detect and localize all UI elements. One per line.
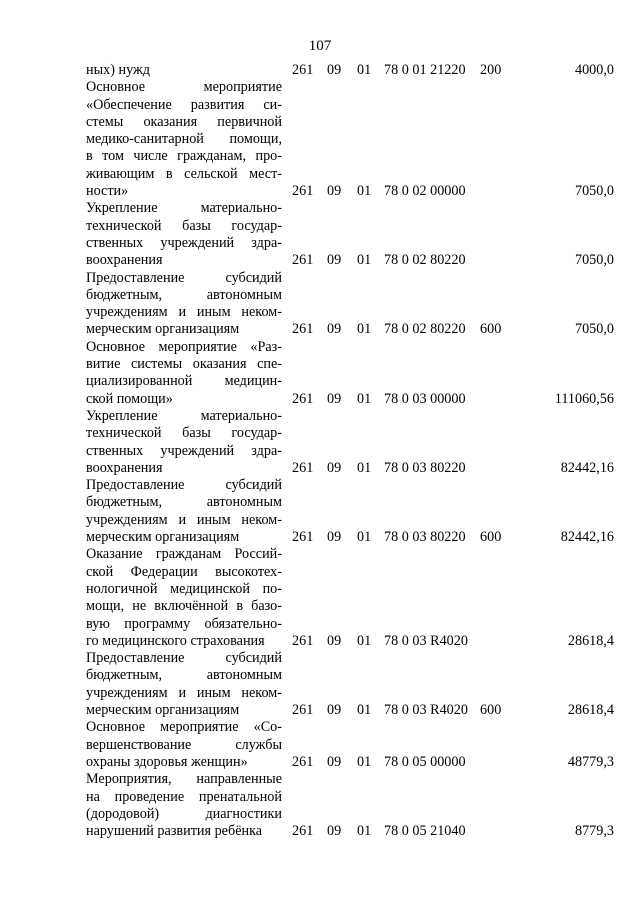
description-line: учреждениям и иным неком- bbox=[86, 511, 282, 528]
expense-type-code: 200 bbox=[480, 62, 502, 78]
subsection-code: 01 bbox=[357, 390, 372, 407]
ministry-code: 261 bbox=[292, 753, 314, 770]
description-line: Основное мероприятие bbox=[86, 79, 282, 96]
subsection-code: 01 bbox=[357, 753, 372, 770]
description-line: Предоставление субсидий bbox=[86, 477, 282, 494]
description-line: технической базы государ- bbox=[86, 217, 282, 234]
section-code: 09 bbox=[327, 529, 342, 546]
description-line: воохранения bbox=[86, 459, 163, 476]
description-line: ской Федерации высокотех- bbox=[86, 563, 282, 580]
subsection-code: 01 bbox=[357, 252, 372, 269]
ministry-code: 261 bbox=[292, 183, 314, 200]
description-line: Основное мероприятие «Со- bbox=[86, 719, 282, 736]
description-line: учреждениям и иным неком- bbox=[86, 684, 282, 701]
ministry-code: 261 bbox=[292, 632, 314, 649]
table-row bbox=[0, 339, 640, 408]
row-description bbox=[86, 79, 282, 200]
section-code: 09 bbox=[327, 252, 342, 269]
subsection-code: 01 bbox=[357, 823, 372, 840]
amount: 7050,0 bbox=[574, 321, 614, 338]
description-line: ской помощи» bbox=[86, 390, 173, 407]
target-article-code: 78 0 05 21040 bbox=[384, 823, 466, 840]
section-code: 09 bbox=[327, 321, 342, 338]
table-row bbox=[0, 477, 640, 546]
ministry-code: 261 bbox=[292, 529, 314, 546]
amount: 7050,0 bbox=[574, 183, 614, 200]
target-article-code: 78 0 03 00000 bbox=[384, 390, 466, 407]
amount: 28618,4 bbox=[567, 702, 614, 719]
description-line: ственных учреждений здра- bbox=[86, 442, 282, 459]
table-row bbox=[0, 408, 640, 477]
row-description bbox=[86, 408, 282, 477]
target-article-code: 78 0 03 R4020 bbox=[384, 702, 468, 719]
description-line: Мероприятия, направленные bbox=[86, 771, 282, 788]
description-line: медико-санитарной помощи, bbox=[86, 131, 282, 148]
table-row bbox=[0, 62, 640, 79]
description-line: мощи, не включённой в базо- bbox=[86, 598, 282, 615]
ministry-code: 261 bbox=[292, 390, 314, 407]
description-line: вую программу обязательно- bbox=[86, 615, 282, 632]
description-line: Предоставление субсидий bbox=[86, 269, 282, 286]
description-line: стемы оказания первичной bbox=[86, 113, 282, 130]
ministry-code: 261 bbox=[292, 321, 314, 338]
table-row bbox=[0, 200, 640, 269]
section-code: 09 bbox=[327, 183, 342, 200]
row-description bbox=[86, 339, 282, 408]
description-line: ности» bbox=[86, 183, 129, 200]
table-row bbox=[0, 771, 640, 840]
description-line: в том числе гражданам, про- bbox=[86, 148, 282, 165]
description-line: на проведение пренатальной bbox=[86, 788, 282, 805]
amount: 82442,16 bbox=[560, 529, 614, 546]
subsection-code: 01 bbox=[357, 632, 372, 649]
description-line: Укрепление материально- bbox=[86, 408, 282, 424]
description-line: бюджетным, автономным bbox=[86, 286, 282, 303]
description-line: мерческим организациям bbox=[86, 702, 240, 719]
expense-type-code: 600 bbox=[480, 321, 502, 338]
subsection-code: 01 bbox=[357, 529, 372, 546]
table-row bbox=[0, 719, 640, 771]
section-code: 09 bbox=[327, 632, 342, 649]
subsection-code: 01 bbox=[357, 183, 372, 200]
description-line: воохранения bbox=[86, 252, 163, 269]
row-description bbox=[86, 477, 282, 546]
description-line: ственных учреждений здра- bbox=[86, 234, 282, 251]
expense-type-code: 600 bbox=[480, 702, 502, 719]
description-line: го медицинского страхования bbox=[86, 632, 265, 649]
description-line: бюджетным, автономным bbox=[86, 667, 282, 684]
target-article-code: 78 0 02 00000 bbox=[384, 183, 466, 200]
subsection-code: 01 bbox=[357, 702, 372, 719]
ministry-code: 261 bbox=[292, 62, 314, 78]
description-line: мерческим организациям bbox=[86, 529, 240, 546]
table-row bbox=[0, 650, 640, 719]
amount: 111060,56 bbox=[554, 390, 614, 407]
subsection-code: 01 bbox=[357, 321, 372, 338]
amount: 8779,3 bbox=[574, 823, 614, 840]
section-code: 09 bbox=[327, 702, 342, 719]
ministry-code: 261 bbox=[292, 459, 314, 476]
amount: 7050,0 bbox=[574, 252, 614, 269]
target-article-code: 78 0 03 R4020 bbox=[384, 632, 468, 649]
row-description bbox=[86, 270, 282, 339]
description-line: бюджетным, автономным bbox=[86, 494, 282, 511]
row-description bbox=[86, 771, 282, 840]
description-line: Укрепление материально- bbox=[86, 200, 282, 217]
row-description bbox=[86, 546, 282, 650]
ministry-code: 261 bbox=[292, 823, 314, 840]
expense-type-code: 600 bbox=[480, 529, 502, 546]
description-line: циализированной медицин- bbox=[86, 373, 282, 390]
section-code: 09 bbox=[327, 823, 342, 840]
section-code: 09 bbox=[327, 390, 342, 407]
target-article-code: 78 0 02 80220 bbox=[384, 252, 466, 269]
description-line: технической базы государ- bbox=[86, 425, 282, 442]
description-line: нарушений развития ребёнка bbox=[86, 823, 263, 840]
description-line: вершенствование службы bbox=[86, 736, 282, 753]
description-line: Оказание гражданам Россий- bbox=[86, 546, 282, 563]
description-line: «Обеспечение развития си- bbox=[86, 96, 282, 113]
amount: 4000,0 bbox=[574, 62, 614, 78]
target-article-code: 78 0 03 80220 bbox=[384, 529, 466, 546]
section-code: 09 bbox=[327, 459, 342, 476]
description-line: Основное мероприятие «Раз- bbox=[86, 338, 282, 355]
ministry-code: 261 bbox=[292, 702, 314, 719]
target-article-code: 78 0 02 80220 bbox=[384, 321, 466, 338]
description-line: (дородовой) диагностики bbox=[86, 805, 282, 822]
row-description bbox=[86, 650, 282, 719]
section-code: 09 bbox=[327, 62, 342, 78]
description-line: Предоставление субсидий bbox=[86, 650, 282, 667]
target-article-code: 78 0 03 80220 bbox=[384, 459, 466, 476]
ministry-code: 261 bbox=[292, 252, 314, 269]
table-row bbox=[0, 546, 640, 650]
description-line: охраны здоровья женщин» bbox=[86, 753, 248, 770]
target-article-code: 78 0 01 21220 bbox=[384, 62, 466, 78]
description-line: учреждениям и иным неком- bbox=[86, 304, 282, 321]
table-row bbox=[0, 270, 640, 339]
row-description bbox=[86, 200, 282, 269]
subsection-code: 01 bbox=[357, 62, 372, 78]
description-line: живающим в сельской мест- bbox=[86, 165, 282, 182]
description-line: мерческим организациям bbox=[86, 321, 240, 338]
description-line: ных) нужд bbox=[86, 62, 151, 78]
row-description bbox=[86, 719, 282, 771]
subsection-code: 01 bbox=[357, 459, 372, 476]
amount: 28618,4 bbox=[567, 632, 614, 649]
section-code: 09 bbox=[327, 753, 342, 770]
target-article-code: 78 0 05 00000 bbox=[384, 753, 466, 770]
table-row bbox=[0, 79, 640, 200]
amount: 48779,3 bbox=[567, 753, 614, 770]
description-line: нологичной медицинской по- bbox=[86, 580, 282, 597]
amount: 82442,16 bbox=[560, 459, 614, 476]
row-description bbox=[86, 62, 282, 79]
description-line: витие системы оказания спе- bbox=[86, 356, 282, 373]
page-number: 107 bbox=[308, 38, 332, 54]
